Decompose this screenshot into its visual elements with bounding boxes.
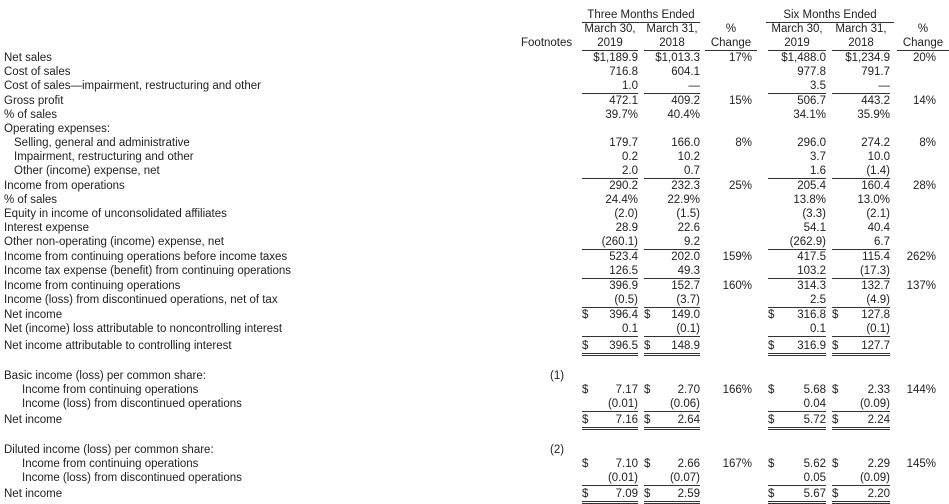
cell-basic_cont-q19: 7.17 $: [582, 384, 638, 396]
header-pct-s: %: [917, 23, 929, 35]
cell-cost_impair-q19: 1.0: [582, 80, 638, 94]
cell-inc_ops-q19: 290.2: [609, 180, 638, 192]
cell-pretax-schg: 262%: [906, 251, 936, 263]
cell-equity-q18: (1.5): [676, 208, 700, 220]
cell-gp_pct-q19: 39.7%: [605, 109, 638, 121]
cell-tax-q19: 126.5: [582, 265, 638, 279]
dollar-sign: $: [768, 488, 775, 500]
cell-cost_of_sales-s19: 977.8: [797, 66, 826, 78]
cell-sga-s19: 296.0: [797, 137, 826, 149]
cell-inc_ops-s19: 205.4: [797, 180, 826, 192]
row-label-basic_ni: Net income: [4, 414, 63, 426]
cell-tax-q18: 49.3: [644, 265, 700, 279]
cell-interest-s18: 40.4: [867, 222, 890, 234]
cell-sga-q19: 179.7: [609, 137, 638, 149]
row-label-impair: Impairment, restructuring and other: [14, 151, 194, 163]
dollar-sign: $: [644, 414, 651, 426]
cell-ni_ctrl-s18: 127.7 $: [832, 340, 890, 356]
header-footnotes: Footnotes: [521, 37, 573, 49]
cell-pretax-s18: 115.4: [862, 251, 890, 263]
row-label-dil_hdr: Diluted income (loss) per common share:: [4, 444, 214, 456]
cell-net_sales-schg: 20%: [912, 52, 936, 64]
dollar-sign: $: [582, 414, 589, 426]
cell-basic_ni-q18: 2.64 $: [644, 414, 700, 430]
dollar-sign: $: [644, 488, 651, 500]
row-label-ni_ctrl: Net income attributable to controlling interest: [4, 340, 232, 352]
cell-disc_ops-q19: (0.5): [582, 294, 638, 308]
dollar-sign: $: [582, 458, 589, 470]
row-label-cost_impair: Cost of sales—impairment, restructuring and other: [4, 80, 261, 92]
cell-dil_cont-q19: 7.10 $: [582, 458, 638, 470]
row-label-inc_ops: Income from operations: [4, 180, 125, 192]
cell-basic_cont-q18: 2.70 $: [644, 384, 700, 396]
cell-basic_ni-q19: 7.16 $: [582, 414, 638, 430]
cell-net_sales-s18: $1,234.9: [845, 52, 890, 64]
cell-dil_ni-s19: 5.67 $: [768, 488, 826, 504]
cell-cost_impair-q18: —: [644, 80, 700, 94]
cell-basic_cont-qchg: 166%: [722, 384, 752, 396]
cell-gross_profit-q19: 472.1: [609, 95, 638, 107]
cell-cost_of_sales-q18: 604.1: [671, 66, 700, 78]
dollar-sign: $: [582, 488, 589, 500]
row-label-net_income: Net income: [4, 309, 63, 321]
cell-net_sales-s19: $1,488.0: [781, 52, 826, 64]
cell-disc_ops-s19: 2.5: [768, 294, 826, 308]
cell-dil_ni-q19: 7.09 $: [582, 488, 638, 504]
dollar-sign: $: [644, 384, 651, 396]
row-label-cost_of_sales: Cost of sales: [4, 66, 71, 78]
header-q19-date: March 30,: [584, 23, 636, 35]
cell-cont_ops-qchg: 160%: [722, 280, 752, 292]
cell-inc_ops-qchg: 25%: [728, 180, 752, 192]
cell-net_sales-q19: $1,189.9: [593, 52, 638, 64]
cell-dil_cont-s18: 2.29 $: [832, 458, 890, 470]
header-s19-date: March 30,: [771, 23, 823, 35]
row-label-other_exp: Other (income) expense, net: [14, 165, 160, 177]
cell-gross_profit-s19: 506.7: [797, 95, 826, 107]
cell-dil_cont-schg: 145%: [906, 458, 936, 470]
dollar-sign: $: [768, 309, 775, 321]
cell-cont_ops-q19: 396.9: [609, 280, 638, 292]
cell-net_income-q19: 396.4 $: [582, 309, 638, 321]
cell-impair-s19: 3.7: [810, 151, 826, 163]
dollar-sign: $: [644, 340, 651, 352]
cell-ni_ctrl-q18: 148.9 $: [644, 340, 700, 356]
header-three-months: Three Months Ended: [587, 9, 695, 21]
cell-non_op-s19: (262.9): [768, 236, 826, 250]
cell-dil_cont-q18: 2.66 $: [644, 458, 700, 470]
cell-dil_ni-q18: 2.59 $: [644, 488, 700, 504]
cell-gross_profit-qchg: 15%: [728, 95, 752, 107]
cell-net_sales-q18: $1,013.3: [655, 52, 700, 64]
row-label-disc_ops: Income (loss) from discontinued operations, net of tax: [4, 294, 278, 306]
row-label-interest: Interest expense: [4, 222, 90, 234]
cell-nci-s19: 0.1: [768, 323, 826, 337]
cell-impair-s18: 10.0: [867, 151, 890, 163]
cell-ops_pct-q18: 22.9%: [667, 194, 700, 206]
cell-cont_ops-s18: 132.7: [861, 280, 890, 292]
cell-ops_pct-s19: 13.8%: [793, 194, 826, 206]
cell-non_op-s18: 6.7: [832, 236, 890, 250]
header-q18-year: 2018: [644, 37, 700, 51]
cell-interest-q19: 28.9: [615, 222, 638, 234]
cell-inc_ops-schg: 28%: [912, 180, 936, 192]
footnote-ref-basic_hdr: (1): [550, 370, 565, 382]
row-label-sga: Selling, general and administrative: [14, 137, 190, 149]
cell-inc_ops-q18: 232.3: [671, 180, 700, 192]
header-q-change: Change: [705, 37, 757, 51]
dollar-sign: $: [644, 458, 651, 470]
cell-disc_ops-q18: (3.7): [644, 294, 700, 308]
row-label-basic_cont: Income from continuing operations: [22, 384, 199, 396]
cell-nci-q18: (0.1): [644, 323, 700, 337]
cell-sga-schg: 8%: [919, 137, 936, 149]
dollar-sign: $: [832, 340, 839, 352]
cell-sga-s18: 274.2: [861, 137, 890, 149]
cell-dil_disc-s18: (0.09): [832, 472, 890, 486]
cell-nci-q19: 0.1: [582, 323, 638, 337]
dollar-sign: $: [832, 488, 839, 500]
cell-ni_ctrl-s19: 316.9 $: [768, 340, 826, 356]
row-label-nci: Net (income) loss attributable to noncontrolling interest: [4, 323, 283, 335]
dollar-sign: $: [832, 384, 839, 396]
dollar-sign: $: [768, 384, 775, 396]
cell-cost_impair-s19: 3.5: [768, 80, 826, 94]
cell-pretax-qchg: 159%: [722, 251, 752, 263]
cell-other_exp-s19: 1.6: [768, 165, 826, 179]
cell-impair-q19: 0.2: [622, 151, 638, 163]
cell-basic_disc-s19: 0.04: [768, 398, 826, 412]
cell-other_exp-q19: 2.0: [582, 165, 638, 179]
header-six-months: Six Months Ended: [783, 9, 877, 21]
cell-gross_profit-q18: 409.2: [671, 95, 700, 107]
cell-basic_disc-q19: (0.01): [582, 398, 638, 412]
dollar-sign: $: [832, 414, 839, 426]
row-label-basic_disc: Income (loss) from discontinued operations: [22, 398, 242, 410]
cell-tax-s19: 103.2: [768, 265, 826, 279]
cell-non_op-q18: 9.2: [644, 236, 700, 250]
cell-cont_ops-s19: 314.3: [797, 280, 826, 292]
cell-cost_of_sales-s18: 791.7: [861, 66, 890, 78]
row-label-gross_profit: Gross profit: [4, 95, 64, 107]
row-label-equity: Equity in income of unconsolidated affiliates: [4, 208, 227, 220]
cell-nci-s18: (0.1): [832, 323, 890, 337]
cell-pretax-q19: 523.4: [609, 251, 638, 263]
cell-cont_ops-schg: 137%: [906, 280, 936, 292]
cell-equity-s19: (3.3): [802, 208, 826, 220]
row-label-non_op: Other non-operating (income) expense, net: [4, 236, 224, 248]
cell-net_income-s18: 127.8 $: [832, 309, 890, 321]
dollar-sign: $: [582, 340, 589, 352]
cell-net_income-s19: 316.8 $: [768, 309, 826, 321]
cell-gp_pct-q18: 40.4%: [667, 109, 700, 121]
cell-other_exp-q18: 0.7: [644, 165, 700, 179]
dollar-sign: $: [768, 340, 775, 352]
dollar-sign: $: [832, 309, 839, 321]
cell-interest-s19: 54.1: [803, 222, 826, 234]
row-label-ops_pct: % of sales: [4, 194, 58, 206]
cell-gp_pct-s19: 34.1%: [793, 109, 826, 121]
row-label-cont_ops: Income from continuing operations: [4, 280, 181, 292]
cell-ops_pct-q19: 24.4%: [605, 194, 638, 206]
cell-other_exp-s18: (1.4): [832, 165, 890, 179]
header-q19-year: 2019: [582, 37, 638, 51]
cell-basic_cont-schg: 144%: [906, 384, 936, 396]
cell-ni_ctrl-q19: 396.5 $: [582, 340, 638, 356]
cell-tax-s18: (17.3): [832, 265, 890, 279]
header-s19-year: 2019: [768, 37, 826, 51]
cell-non_op-q19: (260.1): [582, 236, 638, 250]
dollar-sign: $: [582, 384, 589, 396]
cell-net_sales-qchg: 17%: [728, 52, 752, 64]
dollar-sign: $: [832, 458, 839, 470]
row-label-gp_pct: % of sales: [4, 109, 58, 121]
cell-interest-q18: 22.6: [677, 222, 700, 234]
cell-basic_disc-q18: (0.06): [644, 398, 700, 412]
cell-equity-q19: (2.0): [614, 208, 638, 220]
header-s-change: Change: [897, 37, 949, 51]
row-label-dil_ni: Net income: [4, 488, 63, 500]
row-label-tax: Income tax expense (benefit) from continuing operations: [4, 265, 292, 277]
cell-pretax-q18: 202.0: [671, 251, 700, 263]
dollar-sign: $: [644, 309, 651, 321]
cell-cont_ops-q18: 152.7: [671, 280, 700, 292]
row-label-dil_cont: Income from continuing operations: [22, 458, 199, 470]
cell-pretax-s19: 417.5: [797, 251, 826, 263]
cell-basic_ni-s18: 2.24 $: [832, 414, 890, 430]
cell-dil_cont-qchg: 167%: [722, 458, 752, 470]
dollar-sign: $: [582, 309, 589, 321]
dollar-sign: $: [768, 414, 775, 426]
cell-sga-q18: 166.0: [671, 137, 700, 149]
cell-sga-qchg: 8%: [735, 137, 752, 149]
cell-net_income-q18: 149.0 $: [644, 309, 700, 321]
cell-dil_disc-q19: (0.01): [582, 472, 638, 486]
footnote-ref-dil_hdr: (2): [550, 444, 565, 456]
row-label-opex: Operating expenses:: [4, 123, 111, 135]
header-s18-year: 2018: [832, 37, 890, 51]
row-label-basic_hdr: Basic income (loss) per common share:: [4, 370, 206, 382]
cell-dil_disc-s19: 0.05: [768, 472, 826, 486]
cell-cost_of_sales-q19: 716.8: [609, 66, 638, 78]
cell-equity-s18: (2.1): [866, 208, 890, 220]
cell-gross_profit-schg: 14%: [912, 95, 936, 107]
cell-basic_cont-s19: 5.68 $: [768, 384, 826, 396]
cell-disc_ops-s18: (4.9): [832, 294, 890, 308]
header-q18-date: March 31,: [646, 23, 698, 35]
cell-basic_cont-s18: 2.33 $: [832, 384, 890, 396]
cell-gross_profit-s18: 443.2: [861, 95, 890, 107]
cell-dil_ni-s18: 2.20 $: [832, 488, 890, 504]
cell-dil_cont-s19: 5.62 $: [768, 458, 826, 470]
row-label-pretax: Income from continuing operations before income taxes: [4, 251, 288, 263]
cell-impair-q18: 10.2: [677, 151, 700, 163]
header-s18-date: March 31,: [835, 23, 887, 35]
cell-basic_disc-s18: (0.09): [832, 398, 890, 412]
cell-cost_impair-s18: —: [832, 80, 890, 94]
dollar-sign: $: [768, 458, 775, 470]
cell-inc_ops-s18: 160.4: [861, 180, 890, 192]
row-label-dil_disc: Income (loss) from discontinued operations: [22, 472, 242, 484]
cell-ops_pct-s18: 13.0%: [857, 194, 890, 206]
cell-dil_disc-q18: (0.07): [644, 472, 700, 486]
row-label-net_sales: Net sales: [4, 52, 52, 64]
cell-gp_pct-s18: 35.9%: [857, 109, 890, 121]
cell-basic_ni-s19: 5.72 $: [768, 414, 826, 430]
header-pct-q: %: [725, 23, 737, 35]
